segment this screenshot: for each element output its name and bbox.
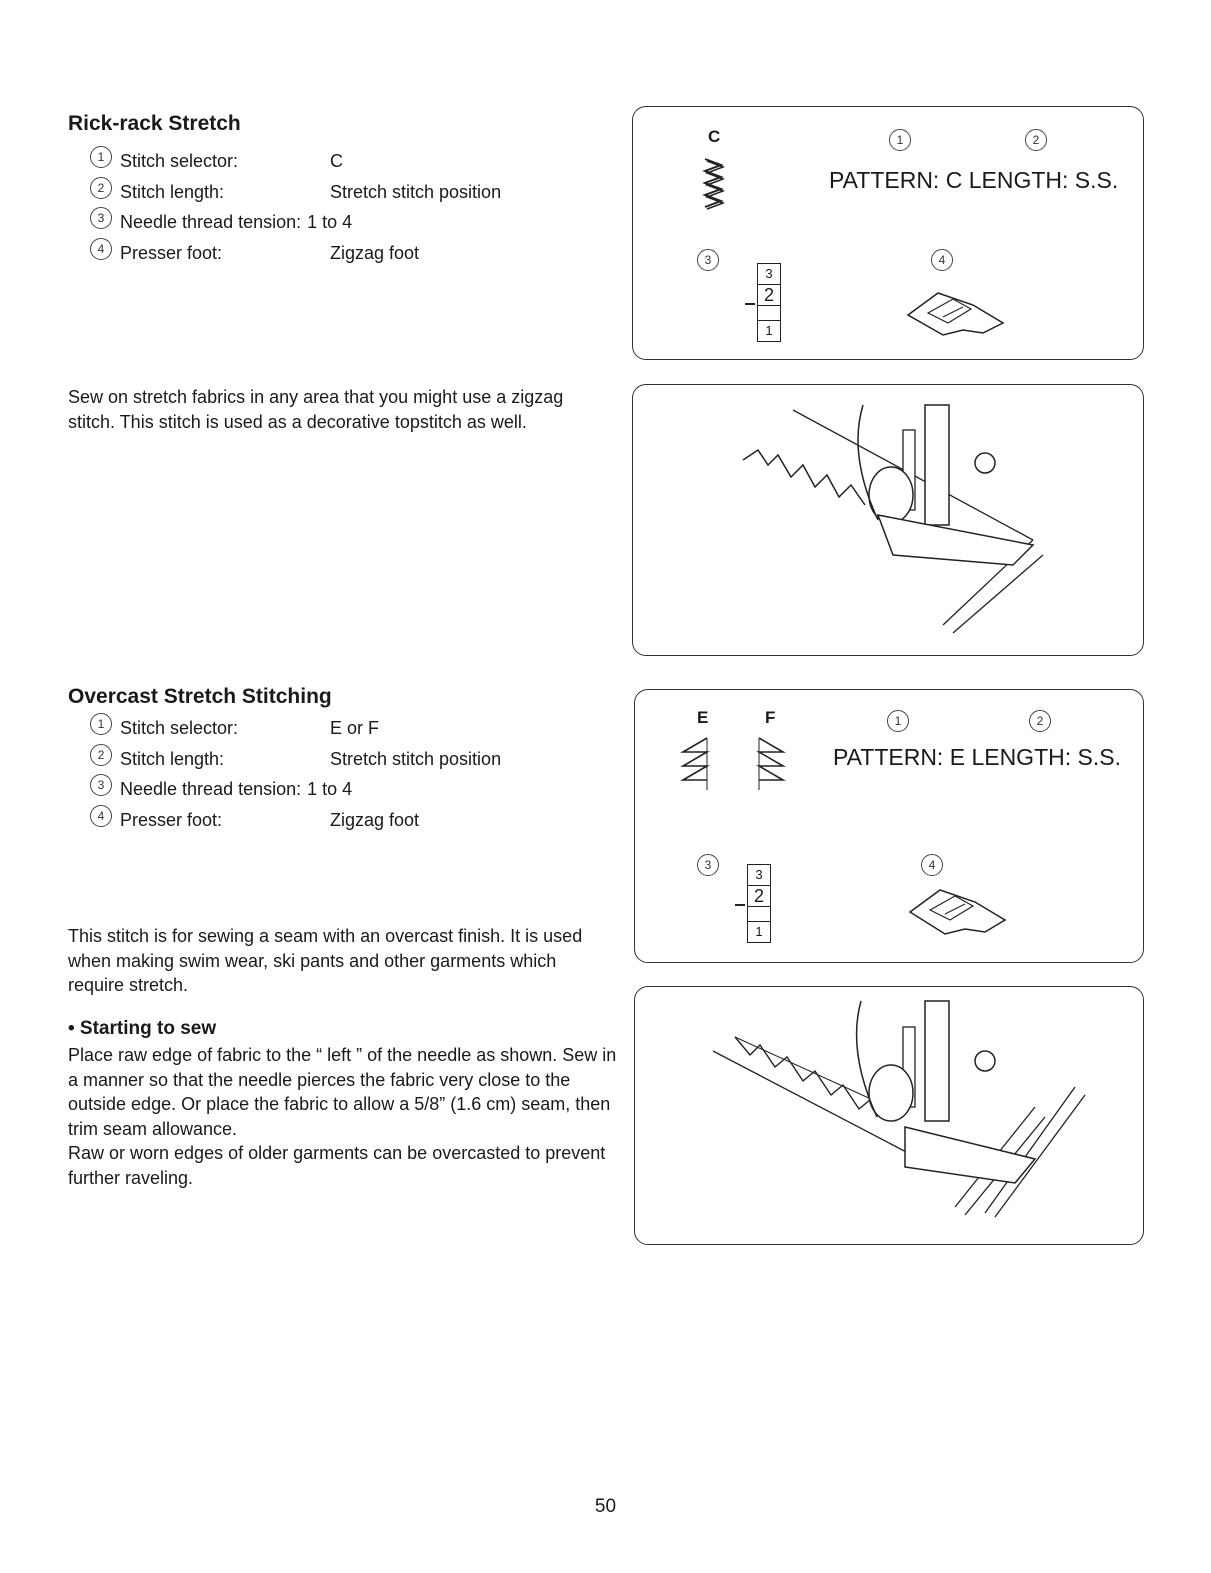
circled-number: 2 bbox=[90, 744, 112, 766]
circled-number: 1 bbox=[90, 146, 112, 168]
spec-row bbox=[90, 207, 501, 238]
spec-list-rick-rack bbox=[90, 146, 501, 268]
spec-value: 1 to 4 bbox=[307, 779, 353, 799]
spec-value: C bbox=[330, 151, 343, 171]
pattern-length-text: PATTERN: E LENGTH: S.S. bbox=[833, 744, 1121, 770]
spec-row bbox=[90, 774, 501, 805]
sewing-machine-illustration bbox=[633, 385, 1143, 655]
spec-row bbox=[90, 744, 501, 775]
page-number: 50 bbox=[594, 1496, 617, 1517]
spec-label: Stitch selector: bbox=[120, 151, 239, 171]
spec-value: 1 to 4 bbox=[307, 212, 353, 232]
pattern-length-text: PATTERN: C LENGTH: S.S. bbox=[829, 167, 1119, 193]
circled-number: 3 bbox=[90, 774, 112, 796]
spec-value: Zigzag foot bbox=[330, 242, 420, 263]
overcast-stitch-e-icon bbox=[677, 734, 713, 794]
description-overcast: This stitch is for sewing a seam with an overcast finish. It is used when making swim wear, ski pants and other garments which require stretch. bbox=[68, 926, 583, 995]
starting-to-sew-text: Place raw edge of fabric to the “ left ” of the needle as shown. Sew in a manner so that the needle pierces the fabric very close to the outside edge. Or place the fabric to allow a 5/8” (1.6 cm) seam, then trim seam allowance. bbox=[68, 1045, 617, 1139]
illustration-panel-rick-rack bbox=[632, 384, 1144, 656]
circled-number: 1 bbox=[90, 713, 112, 735]
dial-mark: 2 bbox=[748, 886, 770, 907]
circled-number: 4 bbox=[90, 805, 112, 827]
pattern-letter: C bbox=[708, 127, 721, 146]
section-title-rick-rack: Rick-rack Stretch bbox=[68, 112, 241, 135]
spec-row bbox=[90, 713, 501, 744]
spec-label: Stitch length: bbox=[120, 181, 225, 202]
circled-number: 2 bbox=[1029, 710, 1051, 732]
spec-value: E or F bbox=[330, 718, 380, 738]
dial-mark: 3 bbox=[758, 264, 780, 285]
circled-number: 1 bbox=[887, 710, 909, 732]
overcast-stitch-f-icon bbox=[753, 734, 789, 794]
illustration-panel-overcast bbox=[634, 986, 1144, 1245]
starting-to-sew-heading: • Starting to sew bbox=[68, 1018, 217, 1039]
spec-list-overcast bbox=[90, 713, 501, 835]
circled-number: 1 bbox=[889, 129, 911, 151]
dial-blank bbox=[758, 306, 780, 321]
sewing-machine-illustration bbox=[635, 987, 1143, 1244]
zigzag-foot-icon bbox=[905, 882, 1015, 954]
circled-number: 3 bbox=[90, 207, 112, 229]
dial-pointer bbox=[735, 904, 745, 906]
dial-pointer bbox=[745, 303, 755, 305]
spec-row bbox=[90, 146, 501, 177]
spec-value: Zigzag foot bbox=[330, 809, 420, 830]
circled-number: 2 bbox=[90, 177, 112, 199]
circled-number: 4 bbox=[921, 854, 943, 876]
settings-panel-rick-rack bbox=[632, 106, 1144, 360]
dial-mark: 1 bbox=[755, 924, 763, 939]
spec-value: Stretch stitch position bbox=[330, 748, 502, 769]
dial-mark: 3 bbox=[748, 865, 770, 886]
spec-label: Presser foot: bbox=[120, 242, 223, 263]
spec-value: Stretch stitch position bbox=[330, 181, 502, 202]
dial-mark: 2 bbox=[758, 285, 780, 306]
spec-row bbox=[90, 177, 501, 208]
pattern-letter-e: E bbox=[697, 708, 709, 727]
circled-number: 3 bbox=[697, 854, 719, 876]
dial-blank bbox=[748, 907, 770, 922]
spec-label: Needle thread tension: bbox=[120, 779, 302, 799]
circled-number: 4 bbox=[931, 249, 953, 271]
tension-dial bbox=[747, 864, 771, 943]
rick-rack-stitch-icon bbox=[701, 155, 727, 213]
section-title-overcast: Overcast Stretch Stitching bbox=[68, 685, 332, 708]
description-rick-rack: Sew on stretch fabrics in any area that you might use a zigzag stitch. This stitch is used as a decorative topstitch as well. bbox=[68, 387, 564, 432]
pattern-letter-f: F bbox=[765, 708, 776, 727]
starting-to-sew-text-2: Raw or worn edges of older garments can be overcasted to prevent further raveling. bbox=[68, 1143, 606, 1188]
tension-dial bbox=[757, 263, 781, 342]
spec-label: Stitch selector: bbox=[120, 718, 239, 738]
settings-panel-overcast bbox=[634, 689, 1144, 963]
zigzag-foot-icon bbox=[903, 285, 1013, 355]
spec-row bbox=[90, 238, 501, 269]
spec-label: Stitch length: bbox=[120, 748, 225, 769]
circled-number: 3 bbox=[697, 249, 719, 271]
circled-number: 4 bbox=[90, 238, 112, 260]
spec-label: Needle thread tension: bbox=[120, 212, 302, 232]
dial-mark: 1 bbox=[765, 323, 773, 338]
spec-label: Presser foot: bbox=[120, 809, 223, 830]
circled-number: 2 bbox=[1025, 129, 1047, 151]
spec-row bbox=[90, 805, 501, 836]
